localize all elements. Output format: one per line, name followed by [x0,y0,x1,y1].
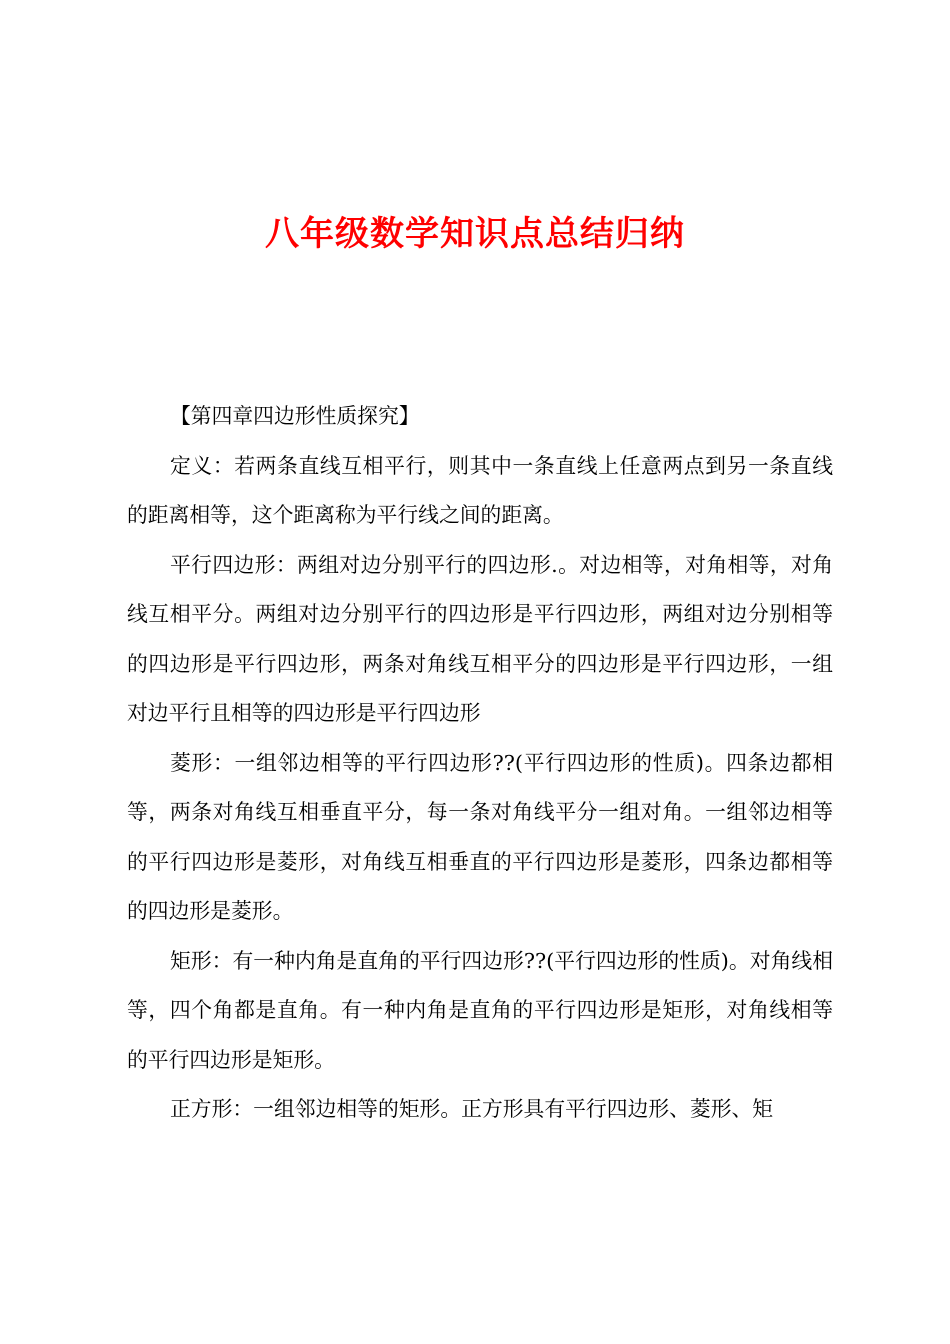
paragraph-rhombus: 菱形：一组邻边相等的平行四边形??(平行四边形的性质)。四条边都相等，两条对角线互相垂直平分，每一条对角线平分一组对角。一组邻边相等的平行四边形是菱形，对角线互相垂直的平行四边形是菱形，四条边都相等的四边形是菱形。 [127,750,833,923]
document-title: 八年级数学知识点总结归纳 [265,214,685,254]
paragraph-parallelogram: 平行四边形：两组对边分别平行的四边形.。对边相等，对角相等，对角线互相平分。两组对边分别平行的四边形是平行四边形，两组对边分别相等的四边形是平行四边形，两条对角线互相平分的四边形是平行四边形，一组对边平行且相等的四边形是平行四边形 [127,552,833,725]
paragraph-definition: 定义：若两条直线互相平行，则其中一条直线上任意两点到另一条直线的距离相等，这个距离称为平行线之间的距离。 [127,453,833,527]
paragraph-square: 正方形：一组邻边相等的矩形。正方形具有平行四边形、菱形、矩 [170,1097,774,1121]
paragraph-rectangle: 矩形：有一种内角是直角的平行四边形??(平行四边形的性质)。对角线相等，四个角都是直角。有一种内角是直角的平行四边形是矩形，对角线相等的平行四边形是矩形。 [127,948,833,1072]
document-body [127,392,833,1135]
section-heading: 【第四章四边形性质探究】 [170,404,420,428]
